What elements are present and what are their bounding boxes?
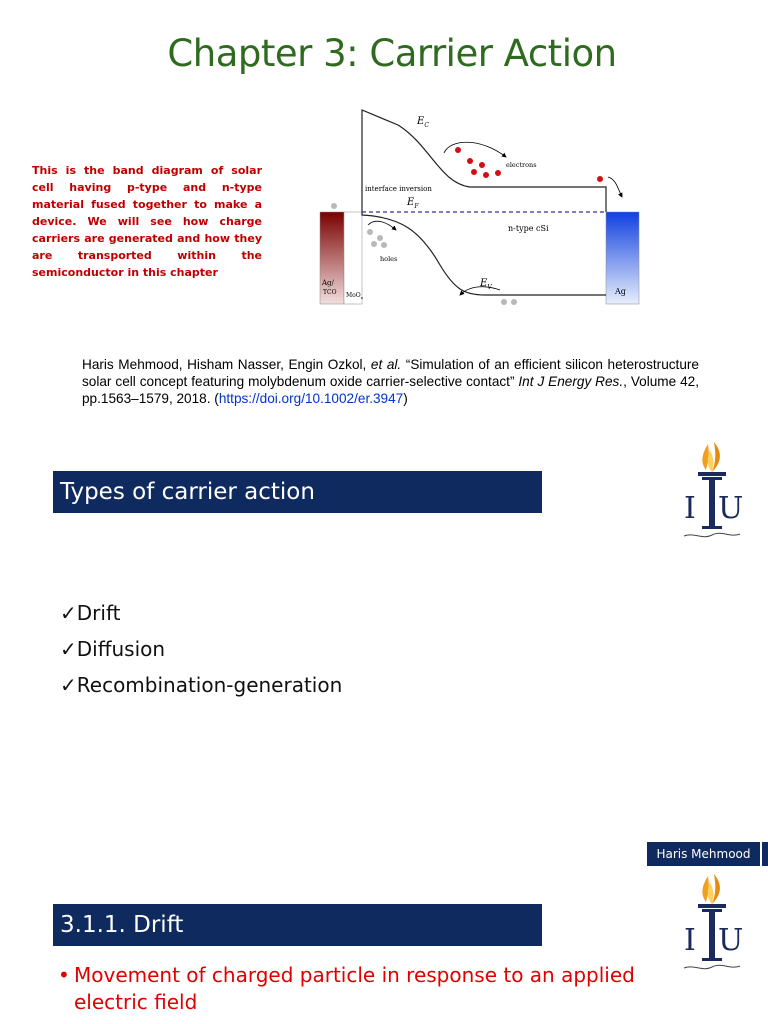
list-item: ✓Recombination-generation [60,673,343,697]
author-tag-edge [762,842,768,866]
label-moox: MoO$_x$ [346,292,363,300]
label-ef: $E_F$ [407,197,419,210]
band-diagram [310,105,640,310]
label-ntype: n-type cSi [508,224,549,233]
bullet-icon: • [58,963,70,987]
itu-logo [672,440,752,546]
hole-dot [501,299,507,305]
list-item: ✓Diffusion [60,637,166,661]
label-ev: $E_V$ [480,278,492,291]
label-ag: Ag [615,287,626,296]
drift-definition: • Movement of charged particle in response to an applied electric field [58,963,635,1014]
electron-dot [455,147,461,153]
check-icon: ✓ [60,601,77,625]
doi-link[interactable]: https://doi.org/10.1002/er.3947 [218,391,404,406]
section-header-drift: 3.1.1. Drift [53,904,542,946]
label-ec: $E_C$ [417,116,429,129]
label-interface-inversion: interface inversion [365,185,432,193]
svg-text:I: I [684,491,696,526]
hole-dot [381,242,387,248]
citation: Haris Mehmood, Hisham Nasser, Engin Ozkol, et al. “Simulation of an efficient silicon heterostructure solar cell concept featuring molybdenum oxide carrier-selective contact” Int J Energy Res., Volume 42, pp.1563–1579, 2018. (https://doi.org/10.1002/er.3947) [82,357,699,406]
diagram-description: This is the band diagram of solar cell having p-type and n-type material fused together to make a device. We will see how charge carriers are generated and how they are transported within the semiconductor in this chapter [32,164,262,279]
svg-text:U: U [718,491,744,526]
hole-dot [331,203,337,209]
electron-path-arrow [444,142,506,157]
conduction-band-line [362,110,606,212]
electron-dot [467,158,473,164]
label-holes: holes [380,255,398,263]
hole-dot [377,235,383,241]
section-header-types: Types of carrier action [53,471,542,513]
svg-text:U: U [718,923,744,958]
electron-dot [483,172,489,178]
carrier-types-list [60,598,342,706]
electron-dot [479,162,485,168]
electron-dot [597,176,603,182]
page-title: Chapter 3: Carrier Action [167,32,617,75]
label-electrons: electrons [506,161,537,169]
label-ag-tco: Ag/ TCO [322,279,337,296]
hole-dot [511,299,517,305]
check-icon: ✓ [60,637,77,661]
electron-exit-arrow [608,177,622,197]
hole-path-arrow [368,221,396,230]
author-tag: Haris Mehmood [647,842,760,866]
hole-dot [367,229,373,235]
check-icon: ✓ [60,673,77,697]
electron-dot [471,169,477,175]
hole-dot [371,241,377,247]
svg-text:I: I [684,923,696,958]
moox-layer [344,212,362,304]
list-item: ✓Drift [60,601,121,625]
electron-dot [495,170,501,176]
